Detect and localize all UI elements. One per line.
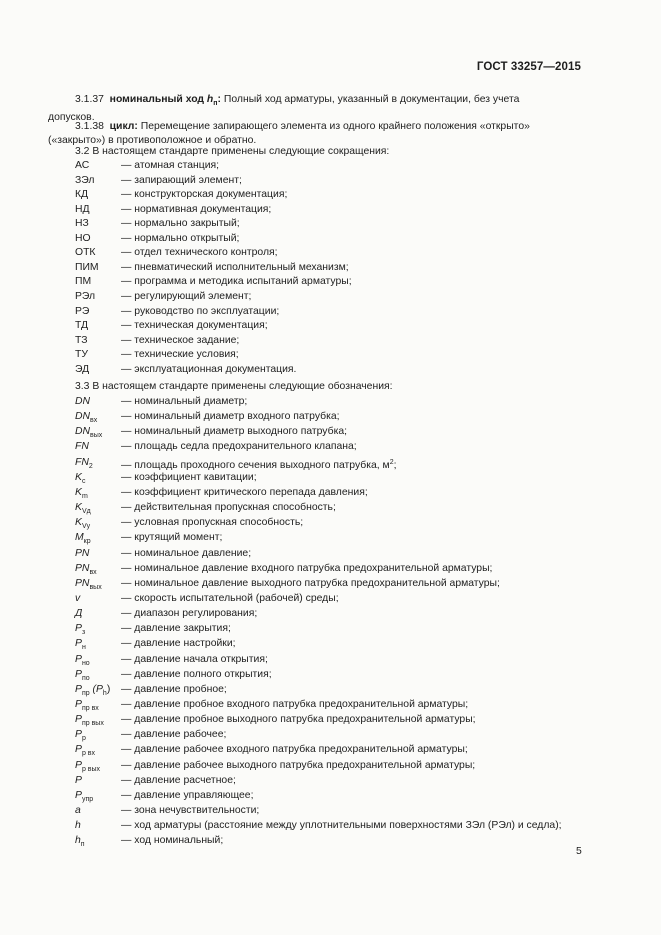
symbol-base: h (75, 820, 81, 832)
symbol-subscript: Vу (81, 523, 91, 531)
symbol-description-text: — давление полного открытия; (121, 668, 272, 680)
symbol-description-text: — номинальный диаметр; (121, 396, 248, 407)
list-item (0, 607, 661, 621)
definition-text: Полный ход арматуры, указанный в документации, без учета (223, 94, 520, 105)
list-item (0, 743, 661, 757)
term-symbol: h (206, 94, 214, 105)
symbol-description-text: — номинальный диаметр выходного патрубка; (121, 426, 348, 438)
symbol-base: P (75, 744, 82, 756)
symbol-base: P (75, 729, 82, 741)
symbol-description-text: — давление рабочее выходного патрубка предохранительной арматуры; (121, 759, 476, 771)
abbreviation-description: — отдел технического контроля; (121, 247, 278, 259)
symbol (75, 607, 82, 621)
symbol-subscript: упр (81, 795, 94, 803)
symbol (75, 395, 90, 409)
list-item (0, 728, 661, 742)
abbreviation-description: — техническая документация; (121, 320, 268, 332)
symbol-base: K (75, 517, 82, 529)
list-item (0, 562, 661, 576)
definition-text: Перемещение запирающего элемента из одного крайнего положения «открыто» (140, 121, 530, 132)
list-item (0, 159, 661, 173)
symbol-description-text: — номинальный диаметр входного патрубка; (121, 411, 340, 423)
symbol-subscript: р вых (81, 765, 101, 773)
symbol-description-text: — давление управляющее; (121, 789, 254, 801)
symbol-base: PN (75, 577, 90, 589)
symbol-description-text: — площадь проходного сечения выходного патрубка, м (121, 459, 390, 471)
symbol-description (121, 592, 339, 606)
symbol-description (121, 789, 253, 803)
term: номинальный ход (109, 94, 205, 105)
definition-text-cont: допусков. (48, 111, 95, 123)
symbol-description-text: — диапазон регулирования; (121, 608, 258, 620)
symbol-description-text: — давление настройки; (121, 638, 236, 650)
symbol-description (121, 743, 468, 757)
symbol-description-text: — давление рабочее; (121, 729, 227, 741)
symbol (75, 804, 81, 818)
list-item (0, 440, 661, 454)
abbreviation: АС (75, 160, 90, 171)
abbreviation: ТУ (75, 349, 88, 361)
list-item (0, 804, 661, 818)
symbol-base: P (75, 638, 82, 650)
symbol (75, 440, 89, 454)
symbol-subscript: m (81, 492, 88, 500)
symbol-description-text: — зона нечувствительности; (121, 805, 260, 817)
list-item (0, 290, 661, 304)
symbol-base: FN (75, 441, 89, 453)
symbol-alt: (P (89, 683, 103, 695)
abbreviation: РЭл (75, 290, 96, 302)
symbol-base: PN (75, 547, 90, 559)
symbol-base: P (75, 668, 82, 680)
abbreviation: ТД (75, 320, 89, 332)
list-item (0, 516, 661, 530)
symbol-base: FN (75, 456, 89, 468)
term: цикл: (109, 121, 138, 132)
symbol-base: P (75, 714, 82, 726)
symbol-description (121, 562, 492, 576)
symbol-base: DN (75, 396, 91, 407)
symbol-description (121, 713, 476, 727)
abbreviation-description: — руководство по эксплуатации; (121, 305, 280, 317)
abbreviation-description: — нормально закрытый; (121, 218, 240, 230)
symbol-description (121, 425, 347, 439)
description-end: ; (393, 459, 397, 471)
symbol-description (121, 653, 268, 667)
symbol-description (121, 486, 368, 500)
symbol-subscript: кр (83, 538, 91, 546)
list-item (0, 425, 661, 439)
symbol-subscript: 2 (88, 462, 93, 470)
abbreviation-description: — конструкторская документация; (121, 189, 288, 201)
abbreviation: РЭ (75, 305, 90, 317)
symbol-subscript: р вх (81, 750, 95, 758)
symbol-description-text: — ход номинальный; (121, 835, 224, 847)
symbol-subscript: пр вх (81, 705, 99, 712)
symbol-description (121, 668, 272, 682)
list-item (0, 471, 661, 485)
list-item (0, 653, 661, 667)
list-item (0, 834, 661, 848)
symbol-description (121, 547, 251, 561)
symbol-base: P (75, 699, 82, 710)
list-item (0, 305, 661, 319)
symbol-description-text: — скорость испытательной (рабочей) среды; (121, 592, 339, 604)
abbreviation: НЗ (75, 218, 89, 230)
symbol-description-text: — давление рабочее входного патрубка предохранительной арматуры; (121, 744, 468, 756)
symbol-description (121, 804, 259, 818)
symbol (75, 547, 89, 561)
standard-header: ГОСТ 33257—2015 (476, 61, 581, 73)
symbol-description (121, 683, 227, 697)
symbol-base: DN (75, 411, 91, 423)
symbol-base: Д (75, 608, 83, 620)
list-item (0, 501, 661, 515)
symbol-base: M (75, 532, 84, 544)
symbol-base: K (75, 486, 82, 498)
abbreviation: КД (75, 189, 89, 201)
abbreviation-description: — регулирующий элемент; (121, 290, 252, 302)
list-item (0, 683, 661, 697)
symbol-description-text: — номинальное давление входного патрубка предохранительной арматуры; (121, 562, 493, 574)
symbol-base: K (75, 471, 82, 483)
symbol-subscript: н (81, 644, 86, 652)
symbol-description-text: — действительная пропускная способность; (121, 502, 336, 514)
symbol-description-text: — номинальное давление; (121, 547, 252, 559)
symbol-description-text: — ход арматуры (расстояние между уплотнительными поверхностями ЗЭл (РЭл) и седла); (121, 820, 562, 832)
list-item (0, 486, 661, 500)
symbol-base: P (75, 774, 82, 786)
section-3-3-heading: 3.3 В настоящем стандарте применены следующие обозначения: (75, 381, 393, 392)
abbreviation: ТЗ (75, 334, 88, 346)
list-item (0, 592, 661, 606)
list-item (0, 188, 661, 202)
list-item (0, 232, 661, 246)
list-item (0, 174, 661, 188)
symbol-alt-end: ) (106, 683, 111, 695)
symbol-description-text: — коэффициент кавитации; (121, 471, 257, 483)
symbol-base: v (75, 592, 81, 604)
symbol-description-text: — крутящий момент; (121, 532, 223, 544)
symbol-description-text: — площадь седла предохранительного клапана; (121, 441, 357, 453)
symbol-base: P (75, 683, 82, 695)
symbol-description-text: — номинальное давление выходного патрубка предохранительной арматуры; (121, 577, 500, 589)
list-item (0, 759, 661, 773)
symbol-description (121, 516, 303, 530)
symbol-description (121, 728, 226, 742)
list-item (0, 637, 661, 651)
symbol-description-text: — давление начала открытия; (121, 653, 268, 665)
symbol-base: PN (75, 562, 90, 574)
list-item (0, 395, 661, 409)
definition-text-cont: («закрыто») в противоположное и обратно. (48, 134, 257, 146)
abbreviation: ЭД (75, 363, 90, 375)
symbol-base: K (75, 502, 82, 514)
symbol-description-text: — давление пробное; (121, 683, 227, 695)
abbreviation-description: — нормативная документация; (121, 203, 272, 215)
symbol-subscript: вх (90, 417, 98, 425)
section-3-2-heading: 3.2 В настоящем стандарте применены следующие сокращения: (75, 146, 390, 157)
symbol-subscript: вых (90, 432, 103, 440)
symbol-base: P (75, 623, 82, 635)
symbol-subscript: вых (89, 583, 102, 591)
abbreviation: ПМ (75, 276, 92, 288)
abbreviation: ОТК (75, 247, 96, 259)
definition-3-1-38 (48, 120, 582, 148)
list-item (0, 410, 661, 424)
symbol-base: P (75, 789, 82, 801)
term-colon: : (217, 94, 221, 105)
list-item (0, 319, 661, 333)
abbreviation-description: — эксплуатационная документация. (121, 363, 297, 375)
symbol (75, 592, 80, 606)
symbol (75, 819, 81, 833)
symbol (75, 834, 85, 852)
abbreviation-description: — программа и методика испытаний арматуры; (121, 276, 352, 288)
symbol (75, 774, 82, 788)
list-item (0, 622, 661, 636)
symbol-description-text: — условная пропускная способность; (121, 517, 304, 529)
list-item (0, 334, 661, 348)
symbol-subscript: но (81, 659, 90, 667)
symbol-base: DN (75, 426, 91, 438)
symbol-description (121, 607, 257, 621)
list-item (0, 531, 661, 545)
page-number: 5 (576, 846, 582, 857)
list-item (0, 275, 661, 289)
symbol-description (121, 501, 336, 515)
list-item (0, 774, 661, 788)
list-item (0, 456, 661, 470)
symbol-subscript: з (81, 629, 86, 637)
symbol-description (121, 577, 500, 591)
symbol-base: h (75, 835, 81, 847)
symbol-base: P (75, 653, 82, 665)
symbol-description (121, 622, 231, 636)
symbol-subscript: п (80, 841, 85, 849)
symbol-subscript: пр (81, 689, 90, 697)
symbol-description-text: — коэффициент критического перепада давления; (121, 486, 368, 498)
symbol-alt-subscript: h (102, 689, 107, 697)
symbol-description-text: — давление расчетное; (121, 774, 236, 786)
symbol-description-text: — давление закрытия; (121, 623, 231, 635)
unit-superscript: 2 (389, 458, 394, 466)
symbol-description-text: — давление пробное выходного патрубка предохранительной арматуры; (121, 714, 476, 726)
symbol-subscript: р (81, 735, 86, 743)
abbreviation: НО (75, 232, 91, 244)
symbol-description (121, 440, 357, 454)
abbreviation-description: — пневматический исполнительный механизм; (121, 261, 349, 273)
symbol-description (121, 834, 223, 848)
list-item (0, 261, 661, 275)
abbreviation-description: — запирающий элемент; (121, 174, 242, 186)
symbol-subscript: по (81, 674, 90, 682)
list-item (0, 713, 661, 727)
abbreviation-description: — атомная станция; (121, 160, 220, 171)
symbol-description (121, 637, 236, 651)
list-item (0, 547, 661, 561)
symbol-description-text: — давление пробное входного патрубка предохранительной арматуры; (121, 699, 469, 710)
symbol-subscript: c (81, 477, 86, 485)
symbol-description (121, 471, 257, 485)
abbreviation-description: — технические условия; (121, 349, 239, 361)
symbol-subscript: вх (89, 568, 97, 576)
clause-number: 3.1.37 (75, 94, 104, 105)
symbol-base: P (75, 759, 82, 771)
abbreviation: НД (75, 203, 90, 215)
abbreviation: ПИМ (75, 261, 99, 273)
abbreviation: ЗЭл (75, 174, 95, 186)
symbol-subscript: пр вых (81, 720, 104, 728)
symbol-description (121, 410, 340, 424)
symbol-description (121, 698, 468, 712)
abbreviation-description: — нормально открытый; (121, 232, 240, 244)
list-item (0, 363, 661, 377)
list-item (0, 789, 661, 803)
symbol-description (121, 774, 236, 788)
abbreviation-description: — техническое задание; (121, 334, 240, 346)
symbol-description (121, 395, 247, 409)
list-item (0, 203, 661, 217)
symbol-description (121, 531, 222, 545)
list-item (0, 698, 661, 712)
symbol-description (121, 819, 562, 833)
list-item (0, 819, 661, 833)
list-item (0, 577, 661, 591)
term-symbol-sub: п (213, 100, 218, 107)
list-item (0, 668, 661, 682)
symbol-description (121, 759, 475, 773)
list-item (0, 348, 661, 362)
list-item (0, 217, 661, 231)
list-item (0, 246, 661, 260)
clause-number: 3.1.38 (75, 121, 104, 132)
symbol-base: a (75, 805, 81, 817)
symbol-subscript: Vд (81, 508, 91, 516)
